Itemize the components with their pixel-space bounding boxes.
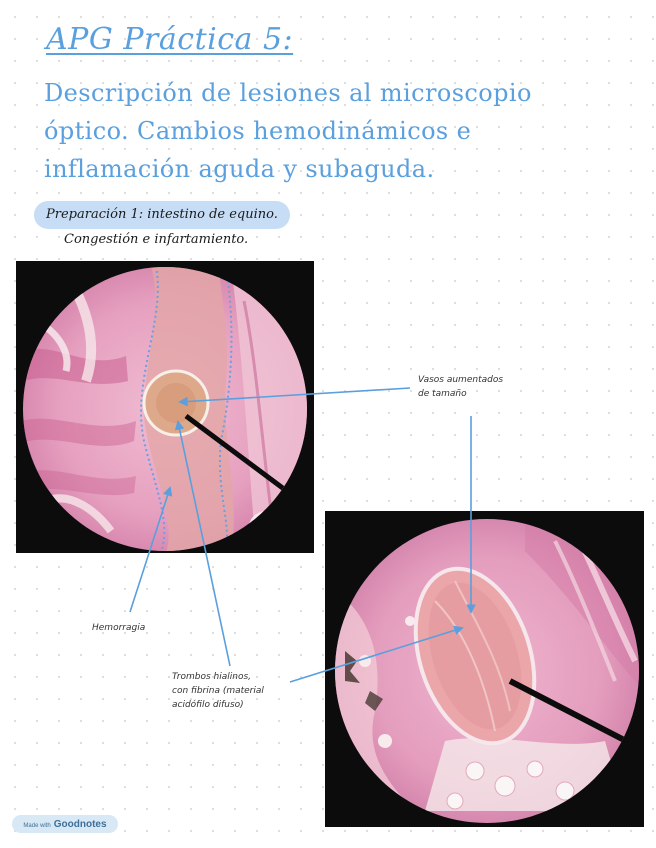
annotation-line: Vasos aumentados xyxy=(418,375,504,385)
arrow-hemorrhage xyxy=(130,488,170,612)
subtitle-line: óptico. Cambios hemodinámicos e xyxy=(44,117,472,145)
arrow-thrombus-2 xyxy=(290,628,462,682)
annotation-line: Trombos hialinos, xyxy=(172,672,252,682)
badge-brand: Goodnotes xyxy=(53,819,107,830)
annotation-line: de tamaño xyxy=(418,389,467,399)
subtitle-line: inflamación aguda y subaguda. xyxy=(44,155,435,183)
annotation-line: acidófilo difuso) xyxy=(172,700,244,710)
annotation-line: con fibrina (material xyxy=(172,686,264,696)
subtitle-line: Descripción de lesiones al microscopio xyxy=(44,79,532,107)
annotation-vessels xyxy=(418,373,503,401)
made-with-goodnotes-badge[interactable] xyxy=(12,815,118,833)
arrow-vessel-1 xyxy=(180,388,410,402)
annotation-hemorrhage: Hemorragia xyxy=(92,623,146,633)
badge-prefix: Made with xyxy=(23,823,51,829)
preparation-highlight: Preparación 1: intestino de equino. xyxy=(34,201,290,229)
annotation-thrombi xyxy=(172,670,264,712)
page-title: APG Práctica 5: xyxy=(46,22,294,57)
preparation-subtitle: Congestión e infartamiento. xyxy=(64,232,249,247)
arrow-thrombus-1 xyxy=(178,422,230,666)
